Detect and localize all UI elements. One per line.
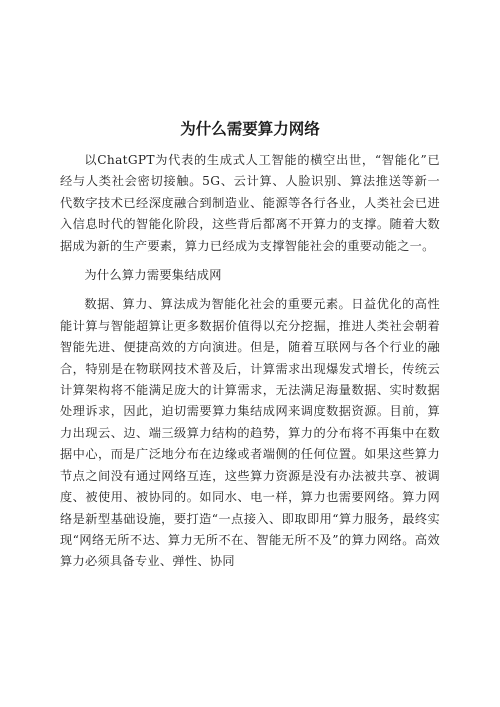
body-paragraph: 数据、算力、算法成为智能化社会的重要元素。日益优化的高性能计算与智能超算让更多数据价值得以充分挖掘，推进人类社会朝着智能先进、便捷高效的方向演进。但是，随着互联网与各个行业的融合，特别是在物联网技术普及后，计算需求出现爆发式增长，传统云计算架构将不能满足庞大的计算需求，无法满足海量数据、实时数据处理诉求，因此，迫切需要算力集结成网来调度数据资源。目前，算力出现云、边、端三级算力结构的趋势，算力的分布将不再集中在数据中心，而是广泛地分布在边缘或者端侧的任何位置。如果这些算力节点之间没有通过网络互连，这些算力资源是没有办法被共享、被调度、被使用、被协同的。如同水、电一样，算力也需要网络。算力网络是新型基础设施，要打造“一点接入、即取即用“算力服务，最终实现“网络无所不达、算力无所不在、智能无所不及”的算力网络。高效算力必须具备专业、弹性、协同 (60, 297, 440, 569)
intro-paragraph: 以ChatGPT为代表的生成式人工智能的横空出世，“智能化”已经与人类社会密切接触。5G、云计算、人脸识别、算法推送等新一代数字技术已经深度融合到制造业、能源等各行各业，人类社会已进入信息时代的智能化阶段，这些背后都离不开算力的支撑。随着大数据成为新的生产要素，算力已经成为支撑智能社会的重要动能之一。 (60, 153, 440, 253)
page-title: 为什么需要算力网络 (180, 120, 320, 138)
document-body (60, 150, 440, 573)
section-heading: 为什么算力需要集结成网 (84, 268, 222, 283)
